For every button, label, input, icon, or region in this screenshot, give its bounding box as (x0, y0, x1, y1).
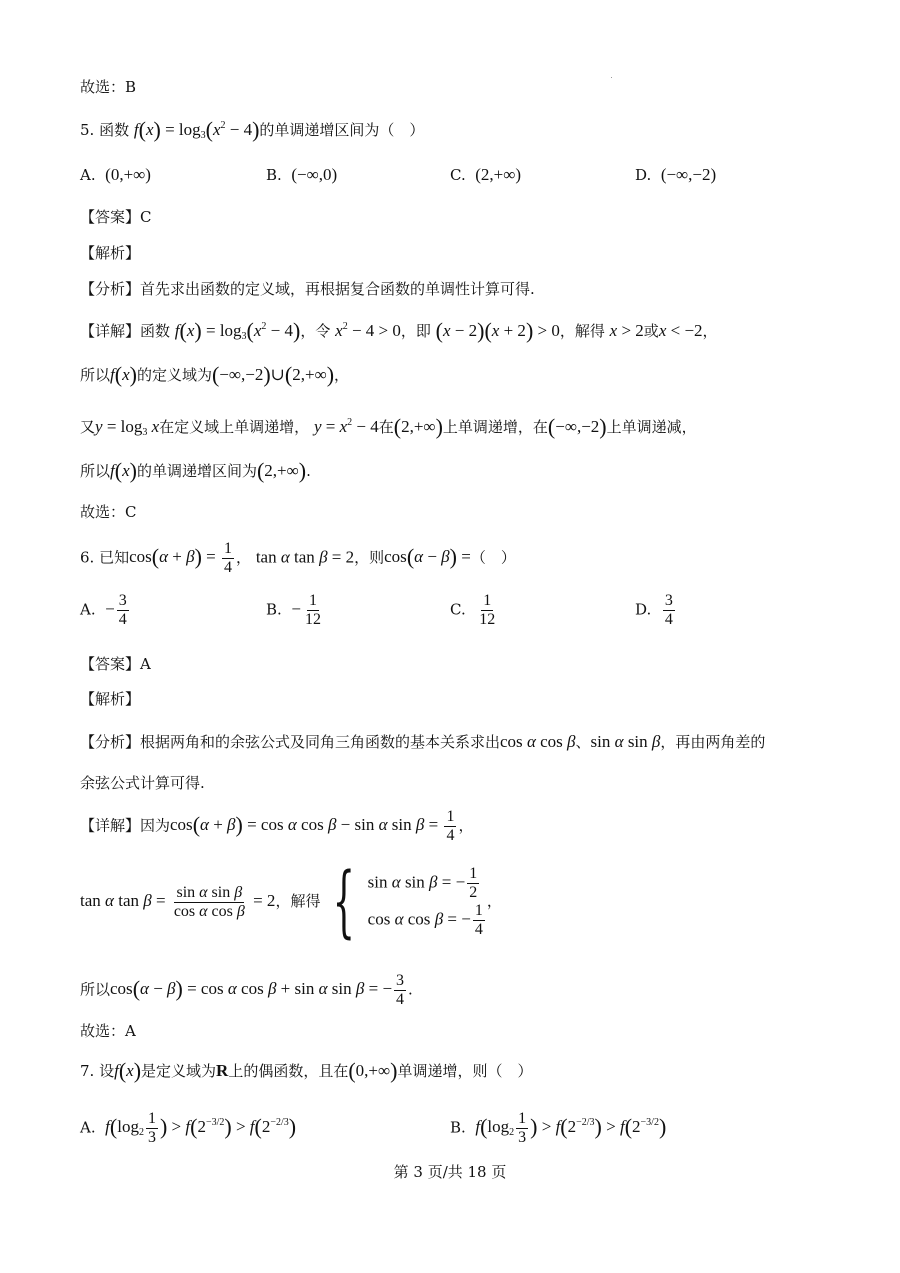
q6-option-d: D. $\frac{3}{4}$ (635, 592, 673, 628)
q5-option-a: A. (0,+∞) (80, 165, 151, 184)
q5-detail-line-4: 所以f(x)的单调递增区间为(2,+∞). (80, 458, 311, 483)
q5-conclusion: 故选：C (80, 503, 137, 521)
q5-analysis-heading: 【解析】 (80, 244, 141, 262)
q6-option-c: C. $\frac{1}{12}$ (450, 592, 496, 628)
q5-answer: 【答案】C (80, 208, 152, 226)
q6-option-b: B. − $\frac{1}{12}$ (266, 592, 321, 628)
q7-stem: 7. 设f(x)是定义域为R上的偶函数，且在(0,+∞)单调递增，则（ ） (80, 1058, 533, 1083)
q7-option-b: B. $f(\log_2$ $\frac{1}{3}$ ) > $f(2^{-2/3}) > f(2^{-3/2})$ (450, 1110, 667, 1146)
q5-stem: 5. 函数 $f(x) = \log_3(x^2 - 4)$的单调递增区间为（ ） (80, 117, 425, 142)
q6-detail-line-2: tan α tan β = $\frac{\text{sin α sin β}}{\text{cos α cos β}}$ = 2，解得 { sin α sin β = − $\frac{1}{2}$ cos α cos β = − $\frac{1}{4}$ ， (80, 857, 502, 947)
q5-analysis-summary: 【分析】首先求出函数的定义域，再根据复合函数的单调性计算可得. (80, 280, 535, 298)
q5-detail-line-3: 又$y = \log_3 x$在定义域上单调递增， $y = x^2 - 4$在(2,+∞)上单调递增，在(−∞,−2)上单调递减， (80, 414, 697, 439)
q4-conclusion: 故选：B (80, 78, 137, 96)
q6-answer: 【答案】A (80, 655, 151, 673)
q5-option-c: C. (2,+∞) (450, 165, 522, 184)
q6-detail-line-1: 【详解】因为cos(α + β) = cos α cos β − sin α sin β = $\frac{1}{4}$ ， (80, 808, 474, 844)
q5-detail-line-1: 【详解】函数 $f(x) = \log_3(x^2 - 4)$，令 $x^2 - 4 > 0$，即 (x − 2)(x + 2) > 0，解得 x > 2或x < −2， (80, 318, 718, 343)
q7-option-a: A. $f(\log_2$ $\frac{1}{3}$ ) > $f(2^{-3/2}) > f(2^{-2/3})$ (80, 1110, 297, 1146)
q6-stem: 6. 已知cos(α + β) = $\frac{1}{4}$ ， tan α tan β = 2，则cos(α − β) =（ ） (80, 540, 516, 576)
q6-option-a: A. − $\frac{3}{4}$ (80, 592, 127, 628)
q6-analysis-heading: 【解析】 (80, 690, 141, 708)
q6-detail-line-3: 所以cos(α − β) = cos α cos β + sin α sin β = − $\frac{3}{4}$ . (80, 972, 413, 1008)
q5-detail-line-2: 所以f(x)的定义域为(−∞,−2)∪(2,+∞)， (80, 362, 350, 387)
page-footer: 第 3 页/共 18 页 (393, 1163, 507, 1181)
q5-option-b: B. (−∞,0) (266, 165, 338, 184)
scan-dot (611, 77, 612, 78)
q6-analysis-summary: 【分析】根据两角和的余弦公式及同角三角函数的基本关系求出cos α cos β、sin α sin β，再由两角差的 (80, 732, 766, 751)
q5-option-d: D. (−∞,−2) (635, 165, 717, 184)
q6-conclusion: 故选：A (80, 1022, 136, 1040)
q6-analysis-summary-2: 余弦公式计算可得. (80, 774, 205, 792)
